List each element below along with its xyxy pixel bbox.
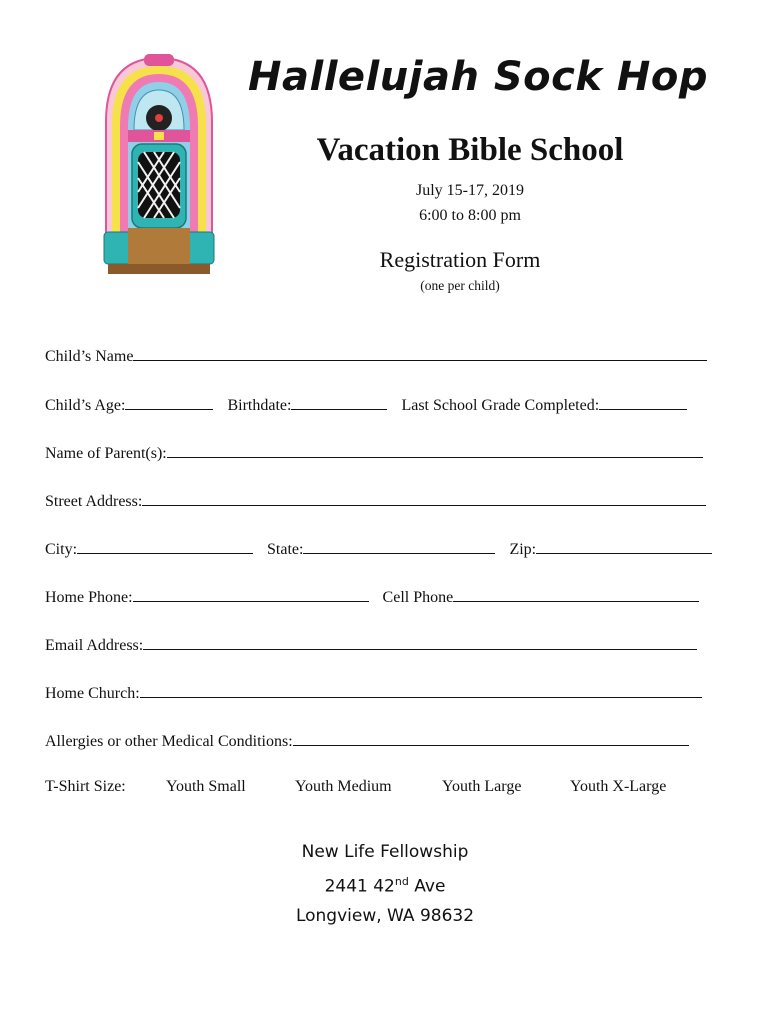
home-phone-label: Home Phone: <box>45 589 133 606</box>
last-grade-field[interactable] <box>599 395 687 410</box>
phone-row <box>45 587 699 607</box>
parents-field[interactable] <box>167 443 703 458</box>
city-field[interactable] <box>77 539 253 554</box>
child-age-field[interactable] <box>125 395 213 410</box>
child-age-row <box>45 395 687 415</box>
email-field[interactable] <box>143 635 697 650</box>
city-row <box>45 539 712 559</box>
cell-phone-label: Cell Phone <box>382 589 454 606</box>
tshirt-option-youth-xlarge[interactable]: Youth X-Large <box>570 778 667 795</box>
church-row <box>45 683 702 703</box>
event-time: 6:00 to 8:00 pm <box>419 207 521 224</box>
birthdate-field[interactable] <box>291 395 387 410</box>
footer-street-number: 2441 42 <box>324 876 395 897</box>
form-title: Registration Form <box>379 247 541 272</box>
email-label: Email Address: <box>45 637 144 654</box>
form-note: (one per child) <box>420 278 500 293</box>
child-name-label: Child’s Name <box>45 348 134 365</box>
jukebox-illustration <box>98 52 220 278</box>
allergies-field[interactable] <box>293 731 689 746</box>
footer-street-name: Ave <box>408 876 446 897</box>
tshirt-option-youth-medium[interactable]: Youth Medium <box>295 778 392 795</box>
church-label: Home Church: <box>45 685 140 702</box>
footer-city: Longview, WA 98632 <box>295 905 475 926</box>
child-age-label: Child’s Age: <box>45 397 126 414</box>
street-label: Street Address: <box>45 493 143 510</box>
tshirt-option-youth-large[interactable]: Youth Large <box>442 778 522 795</box>
state-field[interactable] <box>303 539 495 554</box>
email-row <box>45 635 697 655</box>
event-date: July 15-17, 2019 <box>416 182 524 199</box>
street-row <box>45 491 706 511</box>
child-name-field[interactable] <box>133 346 707 361</box>
event-title: Hallelujah Sock Hop <box>248 54 708 100</box>
footer-address <box>235 838 535 931</box>
zip-label: Zip: <box>509 541 537 558</box>
church-field[interactable] <box>140 683 702 698</box>
birthdate-label: Birthdate: <box>227 397 292 414</box>
parents-row <box>45 443 703 463</box>
tshirt-option-youth-small[interactable]: Youth Small <box>166 778 246 795</box>
city-label: City: <box>45 541 78 558</box>
footer-org: New Life Fellowship <box>301 842 469 862</box>
zip-field[interactable] <box>536 539 712 554</box>
last-grade-label: Last School Grade Completed: <box>401 397 600 414</box>
event-dates <box>370 178 570 228</box>
allergies-label: Allergies or other Medical Conditions: <box>45 733 293 750</box>
state-label: State: <box>267 541 304 558</box>
child-name-row <box>45 346 707 366</box>
allergies-row <box>45 731 689 751</box>
home-phone-field[interactable] <box>133 587 369 602</box>
event-subtitle: Vacation Bible School <box>316 132 624 168</box>
tshirt-row <box>45 778 666 796</box>
footer-street <box>235 867 535 902</box>
footer-street-suffix: nd <box>394 875 409 888</box>
tshirt-label: T-Shirt Size: <box>45 778 126 795</box>
parents-label: Name of Parent(s): <box>45 445 167 462</box>
street-field[interactable] <box>142 491 706 506</box>
cell-phone-field[interactable] <box>453 587 699 602</box>
